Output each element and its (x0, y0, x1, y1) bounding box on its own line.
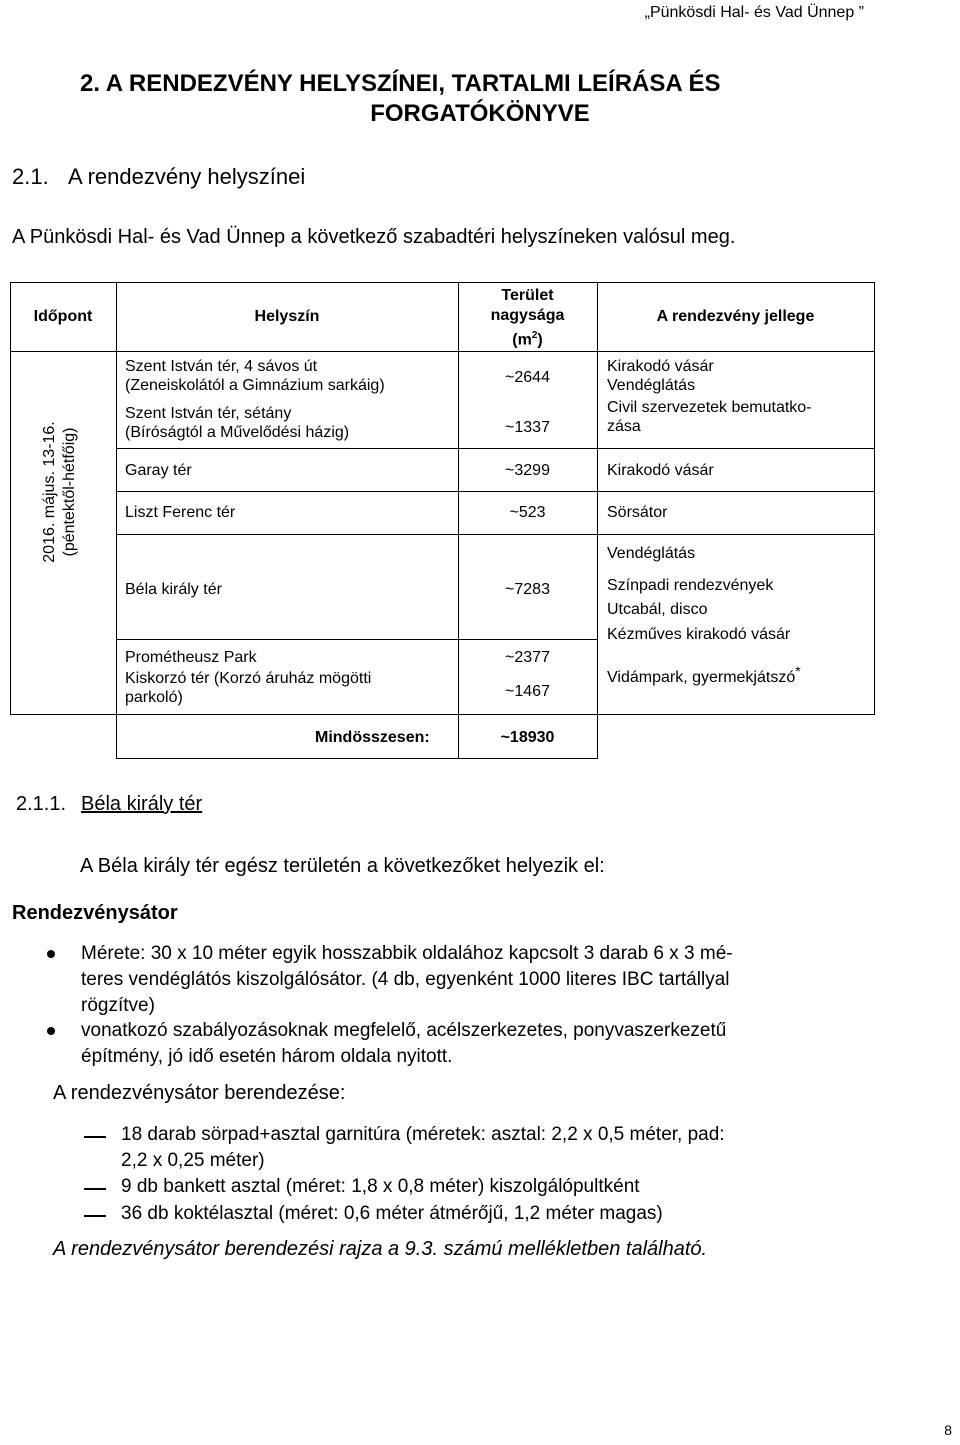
bullet-dot (47, 950, 55, 958)
page-number: 8 (944, 1422, 952, 1438)
area-liszt: ~523 (509, 504, 546, 521)
nature-vidampark: Vidámpark, gyermekjátszó* (607, 663, 801, 686)
bullet-dot (47, 1027, 55, 1035)
nature-szent-istvan: Kirakodó vásár Vendéglátás Civil szervezetek bemutatko- zása (607, 358, 812, 435)
place-garay: Garay tér (125, 462, 192, 479)
appendix-note: A rendezvénysátor berendezési rajza a 9.3. számú mellékletben található. (53, 1238, 708, 1260)
intro-paragraph: A Pünkösdi Hal- és Vad Ünnep a következő szabadtéri helyszíneken valósul meg. (12, 226, 736, 248)
place-szent-istvan-setany: Szent István tér, sétány (Bíróságtól a Művelődési házig) (125, 405, 350, 441)
subsubsection-title: Béla király tér (81, 793, 203, 815)
bullet-item-structure: vonatkozó szabályozásoknak megfelelő, acélszerkezetes, ponyvaszerkezetű építmény, jó idő esetén három oldala nyitott. (81, 1020, 727, 1067)
place-prometheusz: Prométheusz Park (125, 649, 257, 666)
tent-heading: Rendezvénysátor (12, 902, 178, 924)
area-bela-kiraly: ~7283 (505, 581, 550, 598)
total-value: ~18930 (500, 729, 555, 746)
place-bela-kiraly: Béla király tér (125, 581, 222, 598)
equipment-item-benches: 18 darab sörpad+asztal garnitúra (méretek: asztal: 2,2 x 0,5 méter, pad: 2,2 x 0,25 méter) (121, 1124, 725, 1171)
equipment-item-banquet-tables: 9 db bankett asztal (méret: 1,8 x 0,8 méter) kiszolgálópultként (121, 1176, 640, 1197)
nature-liszt: Sörsátor (607, 504, 668, 521)
place-liszt: Liszt Ferenc tér (125, 504, 236, 521)
section-title-line2: FORGATÓKÖNYVE (370, 100, 590, 127)
subsubsection-number: 2.1.1. (16, 793, 67, 815)
equipment-heading: A rendezvénysátor berendezése: (53, 1082, 346, 1104)
total-label: Mindösszesen: (315, 729, 430, 746)
area-garay: ~3299 (505, 462, 550, 479)
dash-marker (84, 1136, 106, 1138)
area-szent-istvan-setany: ~1337 (505, 419, 550, 436)
subsection-title: A rendezvény helyszínei (68, 164, 306, 189)
subsection-number: 2.1. (12, 164, 49, 189)
area-prometheusz: ~2377 (505, 649, 550, 666)
dash-marker (84, 1215, 106, 1217)
nature-garay: Kirakodó vásár (607, 462, 714, 479)
venues-table (10, 282, 874, 758)
date-cell: 2016. május. 13-16. (péntektől-hétfőig) (41, 421, 78, 563)
dash-marker (84, 1188, 106, 1190)
running-header: „Pünkösdi Hal- és Vad Ünnep ” (644, 4, 864, 21)
place-szent-istvan-ut: Szent István tér, 4 sávos út (Zeneiskolától a Gimnázium sarkáig) (125, 358, 385, 394)
nature-bela-kiraly: Vendéglátás Színpadi rendezvények Utcabál, disco Kézműves kirakodó vásár (607, 545, 791, 643)
header-nature: A rendezvény jellege (656, 308, 815, 325)
place-kiskorzo: Kiskorzó tér (Korzó áruház mögötti parkoló) (125, 670, 372, 706)
section-title-line1: 2. A RENDEZVÉNY HELYSZÍNEI, TARTALMI LEÍRÁSA ÉS (80, 70, 721, 97)
equipment-item-cocktail-tables: 36 db koktélasztal (méret: 0,6 méter átmérőjű, 1,2 méter magas) (121, 1203, 663, 1224)
header-place: Helyszín (254, 308, 320, 325)
bela-intro: A Béla király tér egész területén a következőket helyezik el: (80, 855, 605, 877)
area-kiskorzo: ~1467 (505, 683, 550, 700)
header-area: Terület nagysága $(m^2)$ (490, 287, 565, 349)
area-szent-istvan-ut: ~2644 (505, 369, 550, 386)
bullet-item-size: Mérete: 30 x 10 méter egyik hosszabbik oldalához kapcsolt 3 darab 6 x 3 mé- teres vendéglátós kiszolgálósátor. (4 db, egyenként 1000 literes IBC tartállyal rögzítve) (81, 943, 733, 1016)
header-date: Időpont (33, 308, 93, 325)
